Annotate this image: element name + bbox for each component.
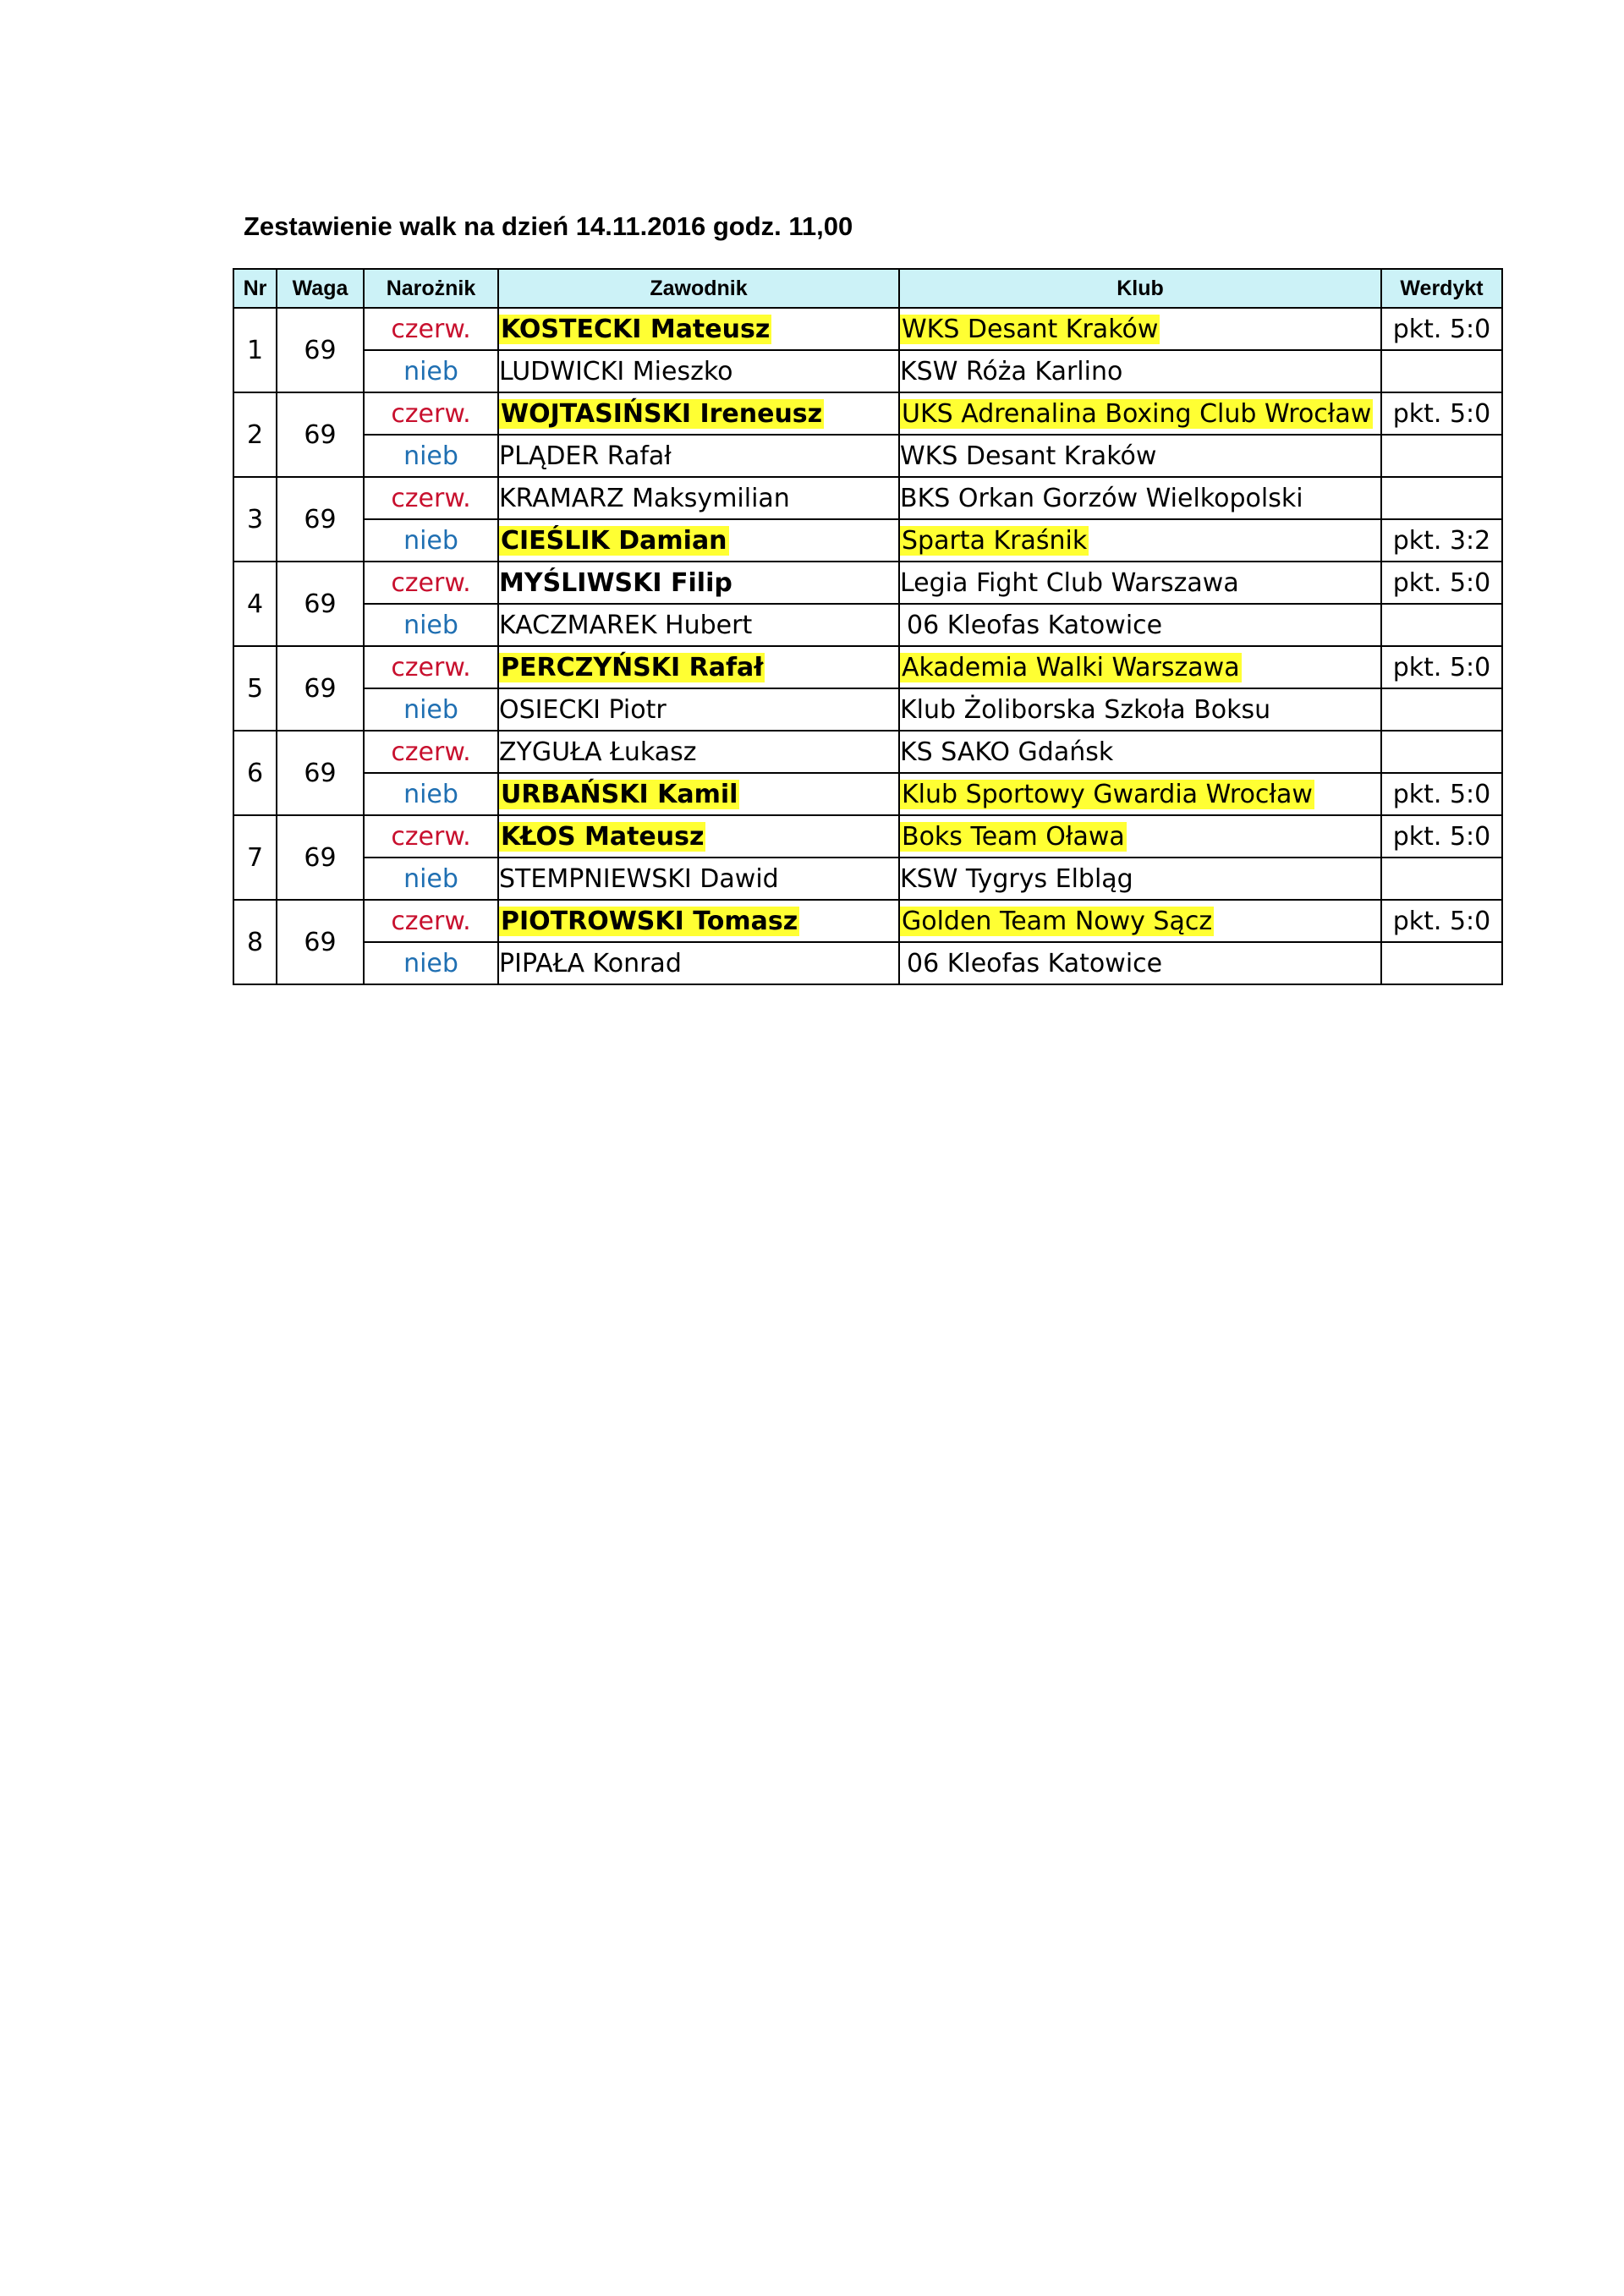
fighter-name: STEMPNIEWSKI Dawid (498, 858, 899, 900)
club-name (899, 604, 1381, 646)
corner-blue: nieb (364, 435, 498, 477)
fighter-name-text: CIEŚLIK Damian (501, 525, 727, 556)
club-name: KSW Róża Karlino (899, 350, 1381, 392)
club-name (899, 392, 1381, 435)
bout-number: 6 (233, 731, 277, 815)
table-row (233, 688, 1502, 731)
verdict: pkt. 5:0 (1381, 646, 1502, 688)
fighter-name-text: KŁOS Mateusz (501, 821, 705, 852)
header-werdykt: Werdykt (1381, 269, 1502, 308)
bout-number: 7 (233, 815, 277, 900)
corner-blue: nieb (364, 604, 498, 646)
club-name (899, 519, 1381, 562)
table-row (233, 519, 1502, 562)
club-name-text: Akademia Walki Warszawa (902, 652, 1240, 682)
header-naroznik: Narożnik (364, 269, 498, 308)
club-name: KS SAKO Gdańsk (899, 731, 1381, 773)
club-name-text: Boks Team Oława (902, 821, 1125, 852)
table-row (233, 646, 1502, 688)
bout-weight: 69 (277, 646, 364, 731)
club-name-text: 06 Kleofas Katowice (907, 610, 1163, 640)
header-waga: Waga (277, 269, 364, 308)
table-row (233, 308, 1502, 350)
club-name: BKS Orkan Gorzów Wielkopolski (899, 477, 1381, 519)
club-name (899, 900, 1381, 942)
bout-weight: 69 (277, 392, 364, 477)
fighter-name-text: URBAŃSKI Kamil (501, 779, 738, 809)
bout-number: 5 (233, 646, 277, 731)
club-name-text: Sparta Kraśnik (902, 525, 1088, 556)
header-zawodnik: Zawodnik (498, 269, 899, 308)
verdict (1381, 688, 1502, 731)
corner-red: czerw. (364, 392, 498, 435)
bout-number: 3 (233, 477, 277, 562)
bout-number: 1 (233, 308, 277, 392)
corner-red: czerw. (364, 815, 498, 858)
verdict: pkt. 5:0 (1381, 392, 1502, 435)
verdict: pkt. 5:0 (1381, 773, 1502, 815)
table-row (233, 477, 1502, 519)
fighter-name (498, 308, 899, 350)
fighter-name (498, 900, 899, 942)
verdict (1381, 350, 1502, 392)
fighter-name: LUDWICKI Mieszko (498, 350, 899, 392)
club-name-text: WKS Desant Kraków (902, 314, 1159, 344)
table-row (233, 435, 1502, 477)
bout-weight: 69 (277, 308, 364, 392)
club-name (899, 815, 1381, 858)
table-row (233, 604, 1502, 646)
table-row (233, 815, 1502, 858)
corner-blue: nieb (364, 858, 498, 900)
bout-weight: 69 (277, 477, 364, 562)
club-name-text: Klub Sportowy Gwardia Wrocław (902, 779, 1313, 809)
fighter-name: PLĄDER Rafał (498, 435, 899, 477)
club-name (899, 942, 1381, 984)
club-name (899, 773, 1381, 815)
corner-red: czerw. (364, 477, 498, 519)
bout-weight: 69 (277, 562, 364, 646)
club-name: Klub Żoliborska Szkoła Boksu (899, 688, 1381, 731)
fighter-name-text: MYŚLIWSKI Filip (499, 567, 732, 598)
fighter-name: PIPAŁA Konrad (498, 942, 899, 984)
corner-blue: nieb (364, 942, 498, 984)
fighter-name-text: PIOTROWSKI Tomasz (501, 906, 798, 936)
club-name: WKS Desant Kraków (899, 435, 1381, 477)
fighter-name: KRAMARZ Maksymilian (498, 477, 899, 519)
verdict (1381, 731, 1502, 773)
verdict (1381, 435, 1502, 477)
corner-red: czerw. (364, 308, 498, 350)
bout-number: 2 (233, 392, 277, 477)
fighter-name: ZYGUŁA Łukasz (498, 731, 899, 773)
verdict (1381, 858, 1502, 900)
bout-weight: 69 (277, 900, 364, 984)
table-row (233, 942, 1502, 984)
table-row (233, 562, 1502, 604)
bouts-table (233, 268, 1503, 985)
corner-red: czerw. (364, 562, 498, 604)
corner-red: czerw. (364, 646, 498, 688)
verdict (1381, 604, 1502, 646)
table-row (233, 900, 1502, 942)
fighter-name (498, 815, 899, 858)
table-row (233, 350, 1502, 392)
header-klub: Klub (899, 269, 1381, 308)
bout-number: 4 (233, 562, 277, 646)
table-row (233, 858, 1502, 900)
table-row (233, 392, 1502, 435)
fighter-name-text: WOJTASIŃSKI Ireneusz (501, 398, 823, 429)
verdict (1381, 477, 1502, 519)
corner-blue: nieb (364, 773, 498, 815)
verdict (1381, 942, 1502, 984)
bout-number: 8 (233, 900, 277, 984)
corner-blue: nieb (364, 519, 498, 562)
corner-blue: nieb (364, 688, 498, 731)
club-name-text: UKS Adrenalina Boxing Club Wrocław (902, 398, 1372, 429)
fighter-name (498, 562, 899, 604)
table-row (233, 731, 1502, 773)
fighter-name-text: KOSTECKI Mateusz (501, 314, 771, 344)
verdict: pkt. 3:2 (1381, 519, 1502, 562)
verdict: pkt. 5:0 (1381, 562, 1502, 604)
page-title: Zestawienie walk na dzień 14.11.2016 godz. 11,00 (244, 211, 853, 241)
bout-weight: 69 (277, 815, 364, 900)
club-name (899, 646, 1381, 688)
corner-blue: nieb (364, 350, 498, 392)
fighter-name (498, 773, 899, 815)
verdict: pkt. 5:0 (1381, 308, 1502, 350)
club-name (899, 308, 1381, 350)
club-name-text: Golden Team Nowy Sącz (902, 906, 1213, 936)
fighter-name (498, 519, 899, 562)
club-name-text: 06 Kleofas Katowice (907, 948, 1163, 978)
fighter-name: KACZMAREK Hubert (498, 604, 899, 646)
table-row (233, 773, 1502, 815)
verdict: pkt. 5:0 (1381, 815, 1502, 858)
corner-red: czerw. (364, 731, 498, 773)
fighter-name (498, 646, 899, 688)
fighter-name-text: PERCZYŃSKI Rafał (501, 652, 764, 682)
club-name: Legia Fight Club Warszawa (899, 562, 1381, 604)
club-name: KSW Tygrys Elbląg (899, 858, 1381, 900)
header-nr: Nr (233, 269, 277, 308)
table-header-row (233, 269, 1502, 308)
fighter-name (498, 392, 899, 435)
verdict: pkt. 5:0 (1381, 900, 1502, 942)
fighter-name: OSIECKI Piotr (498, 688, 899, 731)
bout-weight: 69 (277, 731, 364, 815)
corner-red: czerw. (364, 900, 498, 942)
